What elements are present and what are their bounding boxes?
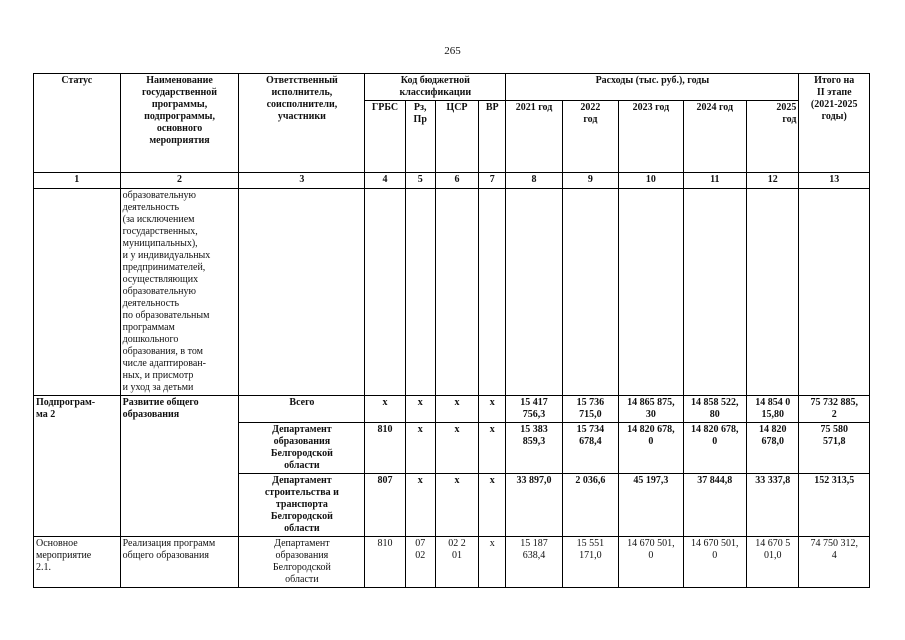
value-2025: 33 337,8 bbox=[747, 474, 799, 537]
header-executor: Ответственный исполнитель, соисполнители, участники bbox=[239, 74, 365, 173]
column-number: 4 bbox=[365, 173, 405, 189]
value-2021: 15 383 859,3 bbox=[506, 423, 562, 474]
value-2022: 15 551 171,0 bbox=[562, 537, 618, 588]
header-status: Статус bbox=[34, 74, 121, 173]
vr-cell: х bbox=[479, 474, 506, 537]
value-2023: 14 670 501, 0 bbox=[619, 537, 683, 588]
continuation-text: образовательную деятельность (за исключением государственных, муниципальных), и у индивидуальных предпринимателей, осуществляющих образовательную деятельность по образовательным программам дошкольного образования, в том числе адаптирован- ных, и присмотр и уход за детьми bbox=[120, 189, 239, 396]
column-number: 5 bbox=[405, 173, 435, 189]
rz-cell: х bbox=[405, 396, 435, 423]
column-number: 10 bbox=[619, 173, 683, 189]
rz-cell: х bbox=[405, 423, 435, 474]
value-2022: 15 734 678,4 bbox=[562, 423, 618, 474]
executor-cell: Департамент образования Белгородской области bbox=[239, 537, 365, 588]
vr-cell: х bbox=[479, 396, 506, 423]
column-number: 3 bbox=[239, 173, 365, 189]
activity-name: Реализация программ общего образования bbox=[120, 537, 239, 588]
value-2024: 37 844,8 bbox=[683, 474, 746, 537]
header-name: Наименование государственной программы, подпрограммы, основного мероприятия bbox=[120, 74, 239, 173]
grbs-cell: 807 bbox=[365, 474, 405, 537]
executor-cell: Всего bbox=[239, 396, 365, 423]
continuation-row bbox=[34, 189, 870, 396]
header-2025: 2025 год bbox=[747, 101, 799, 173]
page-number: 265 bbox=[444, 45, 461, 57]
value-2024: 14 820 678, 0 bbox=[683, 423, 746, 474]
executor-cell: Департамент строительства и транспорта Белгородской области bbox=[239, 474, 365, 537]
table-row bbox=[34, 537, 870, 588]
value-2025: 14 670 5 01,0 bbox=[747, 537, 799, 588]
column-number: 8 bbox=[506, 173, 562, 189]
column-number: 11 bbox=[683, 173, 746, 189]
subprogram-name: Развитие общего образования bbox=[120, 396, 239, 537]
value-2023: 45 197,3 bbox=[619, 474, 683, 537]
header-csr: ЦСР bbox=[435, 101, 478, 173]
column-number-row bbox=[34, 173, 870, 189]
executor-cell: Департамент образования Белгородской области bbox=[239, 423, 365, 474]
header-2021: 2021 год bbox=[506, 101, 562, 173]
csr-cell: 02 2 01 bbox=[435, 537, 478, 588]
value-2022: 15 736 715,0 bbox=[562, 396, 618, 423]
value-2023: 14 820 678, 0 bbox=[619, 423, 683, 474]
column-number: 1 bbox=[34, 173, 121, 189]
csr-cell: х bbox=[435, 396, 478, 423]
column-number: 2 bbox=[120, 173, 239, 189]
value-2024: 14 858 522, 80 bbox=[683, 396, 746, 423]
header-2024: 2024 год bbox=[683, 101, 746, 173]
value-total: 74 750 312, 4 bbox=[799, 537, 870, 588]
vr-cell: х bbox=[479, 537, 506, 588]
column-number: 6 bbox=[435, 173, 478, 189]
column-number: 12 bbox=[747, 173, 799, 189]
subprogram-status: Подпрограм- ма 2 bbox=[34, 396, 121, 537]
value-total: 75 732 885, 2 bbox=[799, 396, 870, 423]
column-number: 9 bbox=[562, 173, 618, 189]
column-number: 13 bbox=[799, 173, 870, 189]
header-rz-pr: Рз, Пр bbox=[405, 101, 435, 173]
csr-cell: х bbox=[435, 423, 478, 474]
value-2023: 14 865 875, 30 bbox=[619, 396, 683, 423]
grbs-cell: х bbox=[365, 396, 405, 423]
grbs-cell: 810 bbox=[365, 537, 405, 588]
header-2022: 2022 год bbox=[562, 101, 618, 173]
vr-cell: х bbox=[479, 423, 506, 474]
header-vr: ВР bbox=[479, 101, 506, 173]
header-budget-code: Код бюджетной классификации bbox=[365, 74, 506, 101]
activity-status: Основное мероприятие 2.1. bbox=[34, 537, 121, 588]
value-2021: 15 187 638,4 bbox=[506, 537, 562, 588]
value-2025: 14 820 678,0 bbox=[747, 423, 799, 474]
value-total: 75 580 571,8 bbox=[799, 423, 870, 474]
value-2021: 33 897,0 bbox=[506, 474, 562, 537]
budget-table bbox=[33, 73, 870, 588]
value-2024: 14 670 501, 0 bbox=[683, 537, 746, 588]
header-2023: 2023 год bbox=[619, 101, 683, 173]
value-2022: 2 036,6 bbox=[562, 474, 618, 537]
column-number: 7 bbox=[479, 173, 506, 189]
rz-cell: х bbox=[405, 474, 435, 537]
value-total: 152 313,5 bbox=[799, 474, 870, 537]
header-expenses: Расходы (тыс. руб.), годы bbox=[506, 74, 799, 101]
grbs-cell: 810 bbox=[365, 423, 405, 474]
csr-cell: х bbox=[435, 474, 478, 537]
header-row-1 bbox=[34, 74, 870, 101]
header-grbs: ГРБС bbox=[365, 101, 405, 173]
value-2021: 15 417 756,3 bbox=[506, 396, 562, 423]
header-total: Итого на II этапе (2021-2025 годы) bbox=[799, 74, 870, 173]
rz-cell: 07 02 bbox=[405, 537, 435, 588]
value-2025: 14 854 0 15,80 bbox=[747, 396, 799, 423]
table-row bbox=[34, 396, 870, 423]
